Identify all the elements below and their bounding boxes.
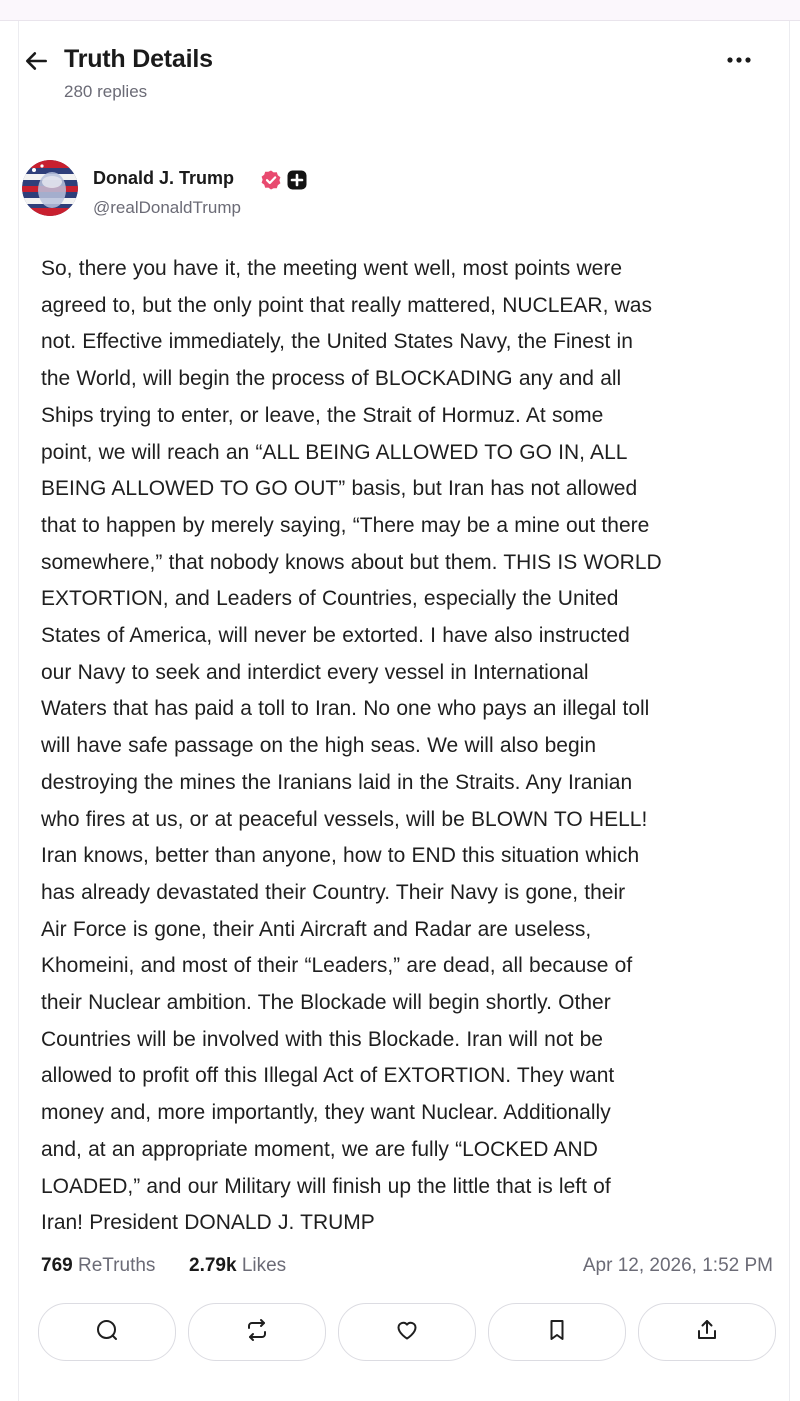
likes-count: 2.79k: [189, 1255, 237, 1276]
post-stats: [41, 1255, 773, 1285]
likes-label: Likes: [241, 1255, 287, 1276]
plus-badge-icon: [287, 170, 307, 195]
browser-top-band: [0, 0, 800, 21]
more-horizontal-icon[interactable]: [724, 50, 754, 70]
share-button[interactable]: [638, 1303, 776, 1361]
avatar[interactable]: [22, 160, 78, 216]
arrow-left-icon[interactable]: [24, 48, 50, 74]
share-icon: [694, 1317, 720, 1348]
page-title: Truth Details: [64, 45, 213, 73]
retruths-count: 769: [41, 1255, 73, 1276]
bookmark-button[interactable]: [488, 1303, 626, 1361]
likes-stat[interactable]: [189, 1255, 286, 1277]
post-actions: [38, 1303, 775, 1361]
verified-badge-icon: [260, 169, 282, 196]
page-header: [24, 30, 764, 101]
bookmark-icon: [544, 1317, 570, 1348]
retruth-icon: [244, 1317, 270, 1348]
post-timestamp: Apr 12, 2026, 1:52 PM: [582, 1255, 773, 1276]
post-author: [22, 142, 742, 232]
retruths-stat[interactable]: [41, 1255, 155, 1277]
reply-icon: [94, 1317, 120, 1348]
like-button[interactable]: [338, 1303, 476, 1361]
heart-icon: [394, 1317, 420, 1348]
replies-count: 280 replies: [64, 82, 148, 101]
retruth-button[interactable]: [188, 1303, 326, 1361]
author-name[interactable]: Donald J. Trump: [93, 168, 235, 188]
reply-button[interactable]: [38, 1303, 176, 1361]
author-handle[interactable]: @realDonaldTrump: [93, 198, 241, 217]
post-text: So, there you have it, the meeting went well, most points were agreed to, but the only point that really mattered, NUCLEAR, was not. Effective immediately, the United States Navy, the Finest in the World, will begin the process of BLOCKADING any and all Ships trying to enter, or leave, the Strait of Hormuz. At some point, we will reach an “ALL BEING ALLOWED TO GO IN, ALL BEING ALLOWED TO GO OUT” basis, but Iran has not allowed that to happen by merely saying, “There may be a mine out there somewhere,” that nobody knows about but them. THIS IS WORLD EXTORTION, and Leaders of Countries, especially the United States of America, will never be extorted. I have also instructed our Navy to seek and interdict every vessel in International Waters that has paid a toll to Iran. No one who pays an illegal toll will have safe passage on the high seas. We will also begin destroying the mines the Iranians laid in the Straits. Any Iranian who fires at us, or at peaceful vessels, will be BLOWN TO HELL! Iran knows, better than anyone, how to END this situation which has already devastated their Country. Their Navy is gone, their Air Force is gone, their Anti Aircraft and Radar are useless, Khomeini, and most of their “Leaders,” are dead, all because of their Nuclear ambition. The Blockade will begin shortly. Other Countries will be involved with this Blockade. Iran will not be allowed to profit off this Illegal Act of EXTORTION. They want money and, more importantly, they want Nuclear. Additionally and, at an appropriate moment, we are fully “LOCKED AND LOADED,” and our Military will finish up the little that is left of Iran! President DONALD J. TRUMP: [41, 257, 662, 1235]
retruths-label: ReTruths: [77, 1255, 156, 1276]
